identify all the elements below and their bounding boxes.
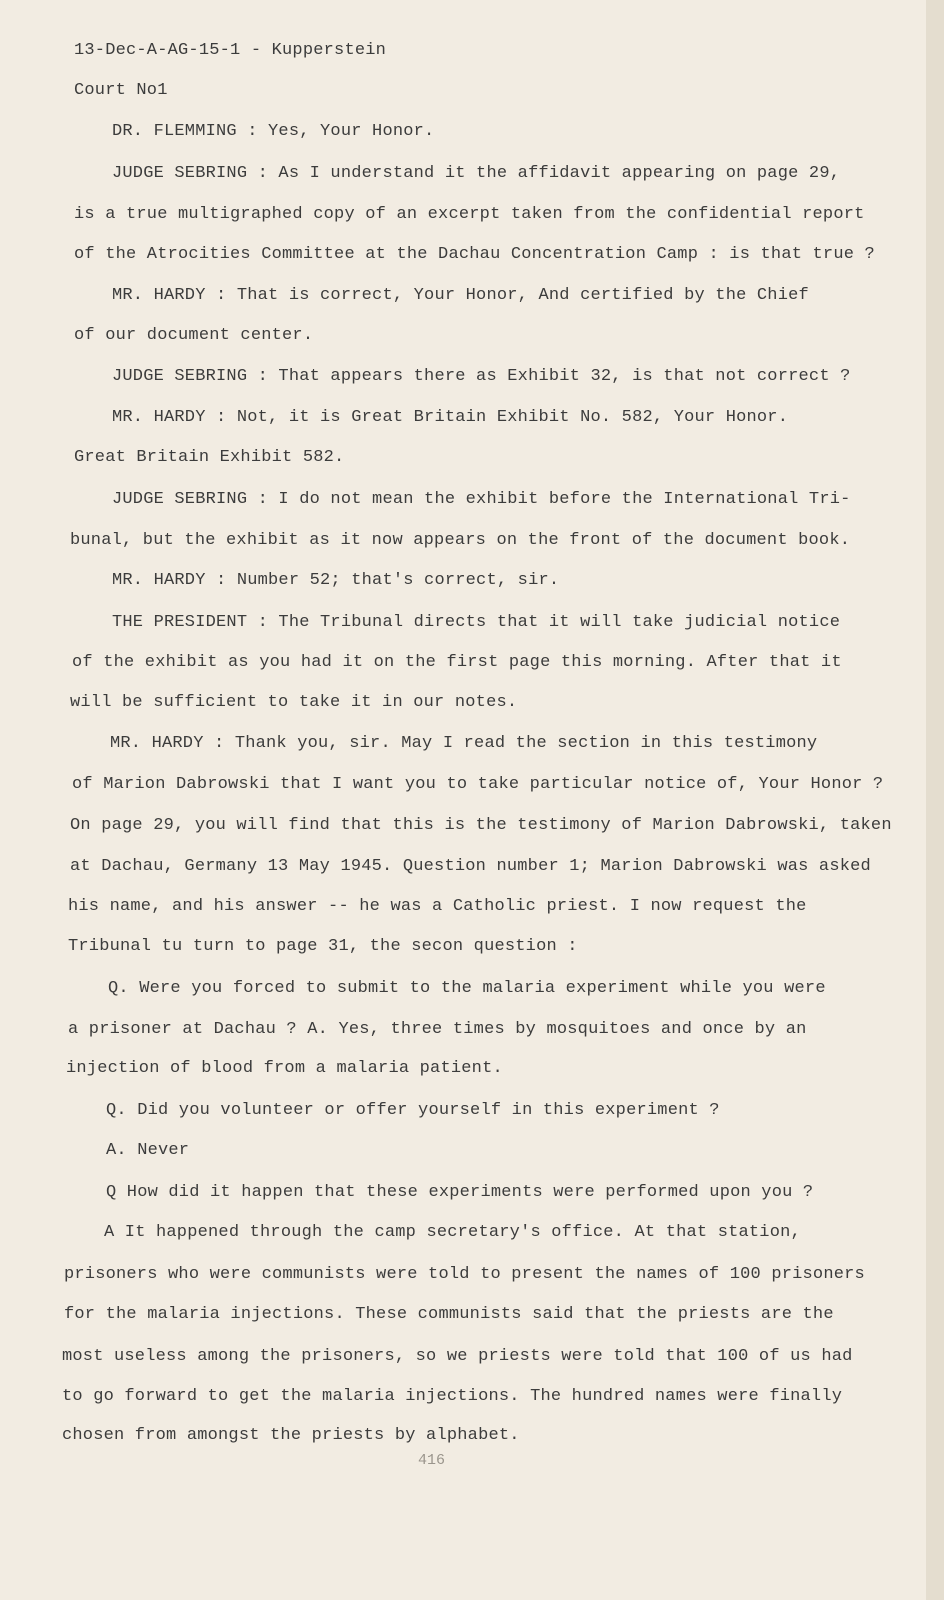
transcript-line: for the malaria injections. These communists said that the priests are the (64, 1305, 834, 1324)
transcript-line: MR. HARDY : Number 52; that's correct, sir. (112, 571, 560, 590)
transcript-line: most useless among the prisoners, so we priests were told that 100 of us had (62, 1347, 853, 1366)
transcript-line: Great Britain Exhibit 582. (74, 448, 345, 467)
document-reference: 13-Dec-A-AG-15-1 - Kupperstein (74, 41, 387, 60)
transcript-line: prisoners who were communists were told to present the names of 100 prisoners (64, 1265, 865, 1284)
transcript-line: JUDGE SEBRING : As I understand it the affidavit appearing on page 29, (112, 164, 841, 183)
court-label: Court No1 (74, 81, 168, 100)
transcript-line: DR. FLEMMING : Yes, Your Honor. (112, 122, 435, 141)
transcript-line: JUDGE SEBRING : That appears there as Exhibit 32, is that not correct ? (112, 367, 851, 386)
transcript-line: a prisoner at Dachau ? A. Yes, three times by mosquitoes and once by an (68, 1020, 807, 1039)
transcript-line: of the exhibit as you had it on the first page this morning. After that it (72, 653, 842, 672)
transcript-line: MR. HARDY : Not, it is Great Britain Exhibit No. 582, Your Honor. (112, 408, 789, 427)
transcript-line: THE PRESIDENT : The Tribunal directs that it will take judicial notice (112, 613, 841, 632)
transcript-line: of the Atrocities Committee at the Dachau Concentration Camp : is that true ? (74, 245, 875, 264)
transcript-line: MR. HARDY : Thank you, sir. May I read the section in this testimony (110, 734, 818, 753)
transcript-line: bunal, but the exhibit as it now appears on the front of the document book. (70, 531, 851, 550)
transcript-line: his name, and his answer -- he was a Catholic priest. I now request the (68, 897, 807, 916)
transcript-line: at Dachau, Germany 13 May 1945. Question number 1; Marion Dabrowski was asked (70, 857, 871, 876)
page-number: 416 (418, 1452, 446, 1469)
transcript-line: chosen from amongst the priests by alphabet. (62, 1426, 520, 1445)
page-edge (926, 0, 944, 1600)
transcript-line: of our document center. (74, 326, 314, 345)
transcript-line: injection of blood from a malaria patient. (66, 1059, 503, 1078)
transcript-line: Tribunal tu turn to page 31, the secon question : (68, 937, 578, 956)
transcript-line: is a true multigraphed copy of an excerpt taken from the confidential report (74, 205, 865, 224)
transcript-line: Q. Were you forced to submit to the malaria experiment while you were (108, 979, 826, 998)
transcript-line: On page 29, you will find that this is the testimony of Marion Dabrowski, taken (70, 816, 892, 835)
transcript-line: JUDGE SEBRING : I do not mean the exhibit before the International Tri- (112, 490, 851, 509)
transcript-line: of Marion Dabrowski that I want you to take particular notice of, Your Honor ? (72, 775, 884, 794)
transcript-line: MR. HARDY : That is correct, Your Honor, And certified by the Chief (112, 286, 809, 305)
transcript-line: Q. Did you volunteer or offer yourself in this experiment ? (106, 1101, 720, 1120)
transcript-line: to go forward to get the malaria injections. The hundred names were finally (62, 1387, 843, 1406)
transcript-line: A. Never (106, 1141, 190, 1160)
transcript-line: A It happened through the camp secretary's office. At that station, (104, 1223, 801, 1242)
transcript-line: will be sufficient to take it in our notes. (70, 693, 518, 712)
transcript-line: Q How did it happen that these experiments were performed upon you ? (106, 1183, 814, 1202)
